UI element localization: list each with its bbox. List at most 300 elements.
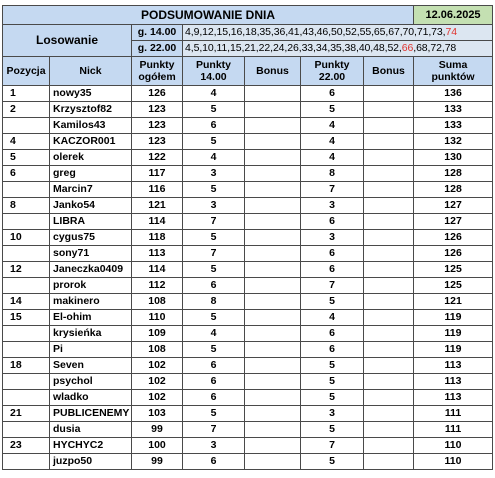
draw-number: 15	[216, 26, 228, 38]
draw-number-separator: ,	[313, 26, 317, 38]
points-2200-cell: 6	[301, 326, 364, 342]
points-2200-cell: 8	[301, 166, 364, 182]
bonus-1-cell	[245, 310, 301, 326]
draw-number-separator: ,	[270, 26, 274, 38]
draw-number: 73	[431, 26, 443, 38]
position-cell: 15	[3, 310, 50, 326]
position-cell	[3, 454, 50, 470]
points-1400-cell: 5	[183, 230, 245, 246]
total-points-cell: 102	[132, 390, 183, 406]
table-row	[3, 438, 493, 454]
draw-number-separator: ,	[256, 26, 260, 38]
col-header-punkty-2200: Punkty 22.00	[301, 57, 364, 86]
bonus-2-cell	[364, 86, 414, 102]
points-1400-cell: 5	[183, 134, 245, 150]
sum-points-cell: 119	[414, 310, 493, 326]
bonus-2-cell	[364, 262, 414, 278]
draw-number: 26	[287, 42, 299, 54]
draw-number: 66	[401, 42, 414, 54]
nick-cell: psychol	[50, 374, 132, 390]
draw-number-separator: ,	[398, 42, 402, 54]
summary-sheet	[2, 5, 492, 470]
draw-number: 21	[244, 42, 256, 54]
sum-points-cell: 126	[414, 230, 493, 246]
sum-points-cell: 133	[414, 102, 493, 118]
sum-points-cell: 132	[414, 134, 493, 150]
position-cell	[3, 326, 50, 342]
draw-number-separator: ,	[284, 42, 288, 54]
position-cell	[3, 390, 50, 406]
total-points-cell: 123	[132, 134, 183, 150]
col-header-bonus-1: Bonus	[245, 57, 301, 86]
table-row	[3, 358, 493, 374]
bonus-2-cell	[364, 166, 414, 182]
points-1400-cell: 5	[183, 342, 245, 358]
nick-cell: Kamilos43	[50, 118, 132, 134]
points-2200-cell: 5	[301, 454, 364, 470]
draw-number-separator: ,	[298, 42, 302, 54]
total-points-cell: 99	[132, 422, 183, 438]
bonus-2-cell	[364, 150, 414, 166]
points-2200-cell: 3	[301, 230, 364, 246]
draw-number: 5	[193, 42, 200, 54]
table-row	[3, 310, 493, 326]
table-row	[3, 102, 493, 118]
draw-number: 24	[272, 42, 285, 54]
points-1400-cell: 5	[183, 102, 245, 118]
draw-number-separator: ,	[370, 42, 374, 54]
total-points-cell: 114	[132, 262, 183, 278]
draw-number-separator: ,	[299, 26, 303, 38]
points-1400-cell: 6	[183, 390, 245, 406]
total-points-cell: 116	[132, 182, 183, 198]
total-points-cell: 121	[132, 198, 183, 214]
table-row	[3, 150, 493, 166]
nick-cell: dusia	[50, 422, 132, 438]
points-2200-cell: 5	[301, 358, 364, 374]
table-row	[3, 166, 493, 182]
losowanie-label: Losowanie	[3, 25, 132, 57]
bonus-2-cell	[364, 246, 414, 262]
nick-cell: LIBRA	[50, 214, 132, 230]
position-cell: 8	[3, 198, 50, 214]
draw-number-separator: ,	[341, 42, 345, 54]
points-2200-cell: 5	[301, 102, 364, 118]
col-header-punkty-1400: Punkty 14.00	[183, 57, 245, 86]
bonus-2-cell	[364, 358, 414, 374]
draw-number-separator: ,	[342, 26, 346, 38]
bonus-2-cell	[364, 198, 414, 214]
total-points-cell: 108	[132, 294, 183, 310]
points-2200-cell: 5	[301, 374, 364, 390]
nick-cell: Krzysztof82	[50, 102, 132, 118]
bonus-2-cell	[364, 230, 414, 246]
col-header-suma: Suma punktów	[414, 57, 493, 86]
position-cell: 5	[3, 150, 50, 166]
points-1400-cell: 3	[183, 166, 245, 182]
points-1400-cell: 4	[183, 150, 245, 166]
sum-points-cell: 125	[414, 262, 493, 278]
nick-cell: greg	[50, 166, 132, 182]
table-row	[3, 198, 493, 214]
nick-cell: juzpo50	[50, 454, 132, 470]
draw-number-separator: ,	[285, 26, 289, 38]
bonus-2-cell	[364, 294, 414, 310]
points-2200-cell: 4	[301, 118, 364, 134]
bonus-1-cell	[245, 262, 301, 278]
bonus-1-cell	[245, 214, 301, 230]
total-points-cell: 114	[132, 214, 183, 230]
nick-cell: PUBLICENEMY	[50, 406, 132, 422]
draw-number: 15	[230, 42, 242, 54]
bonus-1-cell	[245, 134, 301, 150]
position-cell	[3, 422, 50, 438]
total-points-cell: 118	[132, 230, 183, 246]
total-points-cell: 113	[132, 246, 183, 262]
table-row	[3, 390, 493, 406]
points-2200-cell: 3	[301, 406, 364, 422]
table-row	[3, 230, 493, 246]
bonus-1-cell	[245, 374, 301, 390]
draw-label-1400: g. 14.00	[132, 25, 183, 41]
bonus-1-cell	[245, 246, 301, 262]
points-2200-cell: 7	[301, 438, 364, 454]
sum-points-cell: 119	[414, 342, 493, 358]
bonus-1-cell	[245, 86, 301, 102]
points-1400-cell: 7	[183, 214, 245, 230]
draw-number-separator: ,	[428, 26, 432, 38]
draw-number: 72	[430, 42, 442, 54]
points-1400-cell: 8	[183, 294, 245, 310]
nick-cell: KACZOR001	[50, 134, 132, 150]
points-1400-cell: 6	[183, 374, 245, 390]
draw-number: 40	[358, 42, 371, 54]
draw-number: 52	[345, 26, 357, 38]
draw-number-separator: ,	[399, 26, 403, 38]
sum-points-cell: 125	[414, 278, 493, 294]
bonus-2-cell	[364, 422, 414, 438]
bonus-1-cell	[245, 406, 301, 422]
position-cell: 1	[3, 86, 50, 102]
bonus-1-cell	[245, 166, 301, 182]
col-header-pozycja: Pozycja	[3, 57, 50, 86]
sum-points-cell: 111	[414, 406, 493, 422]
draw-number-separator: ,	[413, 42, 417, 54]
sum-points-cell: 113	[414, 374, 493, 390]
bonus-1-cell	[245, 438, 301, 454]
draw-number-separator: ,	[385, 26, 389, 38]
points-1400-cell: 6	[183, 118, 245, 134]
sum-points-cell: 113	[414, 358, 493, 374]
table-row	[3, 422, 493, 438]
table-row	[3, 118, 493, 134]
points-2200-cell: 6	[301, 86, 364, 102]
draw-number-separator: ,	[355, 42, 359, 54]
draw-number: 16	[230, 26, 243, 38]
draw-number-separator: ,	[356, 26, 360, 38]
points-2200-cell: 4	[301, 150, 364, 166]
position-cell: 23	[3, 438, 50, 454]
points-2200-cell: 4	[301, 310, 364, 326]
bonus-1-cell	[245, 182, 301, 198]
draw-number: 65	[373, 26, 386, 38]
nick-cell: olerek	[50, 150, 132, 166]
bonus-2-cell	[364, 406, 414, 422]
header-row	[3, 57, 493, 86]
draw-number-separator: ,	[442, 26, 446, 38]
bonus-2-cell	[364, 310, 414, 326]
draw-number: 55	[359, 26, 372, 38]
position-cell	[3, 342, 50, 358]
points-2200-cell: 6	[301, 214, 364, 230]
draw-number: 4	[185, 42, 191, 54]
total-points-cell: 123	[132, 102, 183, 118]
nick-cell: Janko54	[50, 198, 132, 214]
bonus-2-cell	[364, 102, 414, 118]
title-row	[3, 6, 493, 25]
draw-number-separator: ,	[227, 42, 230, 54]
draw-number: 18	[245, 26, 257, 38]
draw-number-separator: ,	[384, 42, 388, 54]
draw-number-separator: ,	[199, 26, 203, 38]
total-points-cell: 122	[132, 150, 183, 166]
draw-number: 68	[416, 42, 428, 54]
sum-points-cell: 127	[414, 214, 493, 230]
bonus-1-cell	[245, 422, 301, 438]
bonus-2-cell	[364, 182, 414, 198]
table-row	[3, 278, 493, 294]
position-cell: 14	[3, 294, 50, 310]
draw-number-separator: ,	[313, 42, 316, 54]
draw-number: 50	[330, 26, 343, 38]
draw-number-separator: ,	[227, 26, 231, 38]
bonus-1-cell	[245, 102, 301, 118]
nick-cell: Janeczka0409	[50, 262, 132, 278]
draw-number: 48	[373, 42, 385, 54]
bonus-1-cell	[245, 198, 301, 214]
bonus-1-cell	[245, 278, 301, 294]
position-cell	[3, 374, 50, 390]
sum-points-cell: 136	[414, 86, 493, 102]
draw-number: 38	[344, 42, 356, 54]
points-1400-cell: 4	[183, 326, 245, 342]
col-header-bonus-2: Bonus	[364, 57, 414, 86]
position-cell	[3, 278, 50, 294]
position-cell	[3, 182, 50, 198]
points-1400-cell: 7	[183, 422, 245, 438]
points-2200-cell: 6	[301, 246, 364, 262]
points-2200-cell: 7	[301, 182, 364, 198]
draw-number: 78	[444, 42, 457, 54]
draw-numbers-1400	[183, 25, 493, 41]
table-row	[3, 326, 493, 342]
draw-number: 52	[387, 42, 399, 54]
bonus-1-cell	[245, 342, 301, 358]
draw-number-separator: ,	[371, 26, 374, 38]
points-2200-cell: 6	[301, 342, 364, 358]
draw-number: 36	[273, 26, 286, 38]
draw-number: 34	[315, 42, 328, 54]
draw-number: 70	[402, 26, 415, 38]
bonus-2-cell	[364, 214, 414, 230]
sum-points-cell: 119	[414, 326, 493, 342]
draw-number-separator: ,	[441, 42, 445, 54]
points-2200-cell: 6	[301, 262, 364, 278]
points-1400-cell: 6	[183, 278, 245, 294]
bonus-1-cell	[245, 326, 301, 342]
bonus-2-cell	[364, 118, 414, 134]
bonus-2-cell	[364, 326, 414, 342]
draw-number-separator: ,	[255, 42, 259, 54]
bonus-2-cell	[364, 438, 414, 454]
sum-points-cell: 133	[414, 118, 493, 134]
draw-number-separator: ,	[270, 42, 273, 54]
nick-cell: Seven	[50, 358, 132, 374]
col-header-punkty-ogolem: Punkty ogółem	[132, 57, 183, 86]
draw-number-separator: ,	[241, 42, 245, 54]
nick-cell: nowy35	[50, 86, 132, 102]
draw-number-separator: ,	[190, 26, 194, 38]
table-row	[3, 86, 493, 102]
position-cell: 21	[3, 406, 50, 422]
position-cell: 2	[3, 102, 50, 118]
sum-points-cell: 128	[414, 166, 493, 182]
points-1400-cell: 6	[183, 358, 245, 374]
draw-numbers-2200	[183, 41, 493, 57]
draw-number-separator: ,	[427, 42, 431, 54]
bonus-2-cell	[364, 278, 414, 294]
total-points-cell: 117	[132, 166, 183, 182]
draw-number: 10	[202, 42, 214, 54]
total-points-cell: 109	[132, 326, 183, 342]
position-cell	[3, 214, 50, 230]
sum-points-cell: 110	[414, 454, 493, 470]
position-cell: 10	[3, 230, 50, 246]
draw-number-separator: ,	[414, 26, 417, 38]
points-2200-cell: 5	[301, 422, 364, 438]
table-row	[3, 406, 493, 422]
draw-number: 74	[445, 26, 457, 38]
nick-cell: wladko	[50, 390, 132, 406]
total-points-cell: 99	[132, 454, 183, 470]
draw-number-separator: ,	[327, 42, 331, 54]
draw-number: 4	[185, 26, 191, 38]
total-points-cell: 123	[132, 118, 183, 134]
table-row	[3, 214, 493, 230]
points-1400-cell: 5	[183, 310, 245, 326]
sum-points-cell: 110	[414, 438, 493, 454]
draw-number: 35	[259, 26, 271, 38]
sum-points-cell: 121	[414, 294, 493, 310]
sum-points-cell: 127	[414, 198, 493, 214]
sum-points-cell: 111	[414, 422, 493, 438]
bonus-1-cell	[245, 294, 301, 310]
points-1400-cell: 7	[183, 246, 245, 262]
sum-points-cell: 130	[414, 150, 493, 166]
bonus-1-cell	[245, 150, 301, 166]
bonus-1-cell	[245, 454, 301, 470]
nick-cell: sony71	[50, 246, 132, 262]
draw-number-separator: ,	[190, 42, 194, 54]
points-2200-cell: 5	[301, 390, 364, 406]
draw-number: 35	[330, 42, 342, 54]
points-2200-cell: 5	[301, 294, 364, 310]
total-points-cell: 100	[132, 438, 183, 454]
table-row	[3, 134, 493, 150]
position-cell: 18	[3, 358, 50, 374]
draw-number: 12	[202, 26, 214, 38]
position-cell: 4	[3, 134, 50, 150]
table-row	[3, 182, 493, 198]
draw-label-2200: g. 22.00	[132, 41, 183, 57]
draw-number-separator: ,	[328, 26, 331, 38]
summary-table	[2, 5, 493, 470]
page-title: PODSUMOWANIE DNIA	[3, 6, 414, 25]
draw-number-separator: ,	[242, 26, 246, 38]
col-header-nick: Nick	[50, 57, 132, 86]
total-points-cell: 110	[132, 310, 183, 326]
bonus-1-cell	[245, 358, 301, 374]
nick-cell: makinero	[50, 294, 132, 310]
points-2200-cell: 7	[301, 278, 364, 294]
position-cell	[3, 118, 50, 134]
sum-points-cell: 126	[414, 246, 493, 262]
table-row	[3, 246, 493, 262]
draw-row-1	[3, 25, 493, 41]
date-cell: 12.06.2025	[414, 6, 493, 25]
points-1400-cell: 5	[183, 262, 245, 278]
points-1400-cell: 5	[183, 406, 245, 422]
position-cell: 6	[3, 166, 50, 182]
points-1400-cell: 4	[183, 86, 245, 102]
nick-cell: cygus75	[50, 230, 132, 246]
total-points-cell: 103	[132, 406, 183, 422]
nick-cell: krysieńka	[50, 326, 132, 342]
position-cell: 12	[3, 262, 50, 278]
sum-points-cell: 113	[414, 390, 493, 406]
draw-number: 41	[288, 26, 300, 38]
bonus-1-cell	[245, 230, 301, 246]
draw-number: 67	[388, 26, 400, 38]
bonus-2-cell	[364, 374, 414, 390]
draw-number: 43	[302, 26, 314, 38]
table-row	[3, 294, 493, 310]
bonus-1-cell	[245, 390, 301, 406]
points-1400-cell: 3	[183, 438, 245, 454]
draw-number: 33	[301, 42, 314, 54]
nick-cell: El-ohim	[50, 310, 132, 326]
table-row	[3, 454, 493, 470]
draw-number: 11	[216, 42, 228, 54]
draw-number: 46	[316, 26, 329, 38]
bonus-2-cell	[364, 134, 414, 150]
sum-points-cell: 128	[414, 182, 493, 198]
table-row	[3, 342, 493, 358]
total-points-cell: 102	[132, 358, 183, 374]
total-points-cell: 126	[132, 86, 183, 102]
nick-cell: HYCHYC2	[50, 438, 132, 454]
nick-cell: Marcin7	[50, 182, 132, 198]
points-1400-cell: 3	[183, 198, 245, 214]
nick-cell: Pi	[50, 342, 132, 358]
bonus-2-cell	[364, 390, 414, 406]
draw-number-separator: ,	[213, 42, 217, 54]
bonus-2-cell	[364, 454, 414, 470]
total-points-cell: 112	[132, 278, 183, 294]
points-2200-cell: 4	[301, 134, 364, 150]
table-body	[3, 6, 493, 470]
bonus-1-cell	[245, 118, 301, 134]
